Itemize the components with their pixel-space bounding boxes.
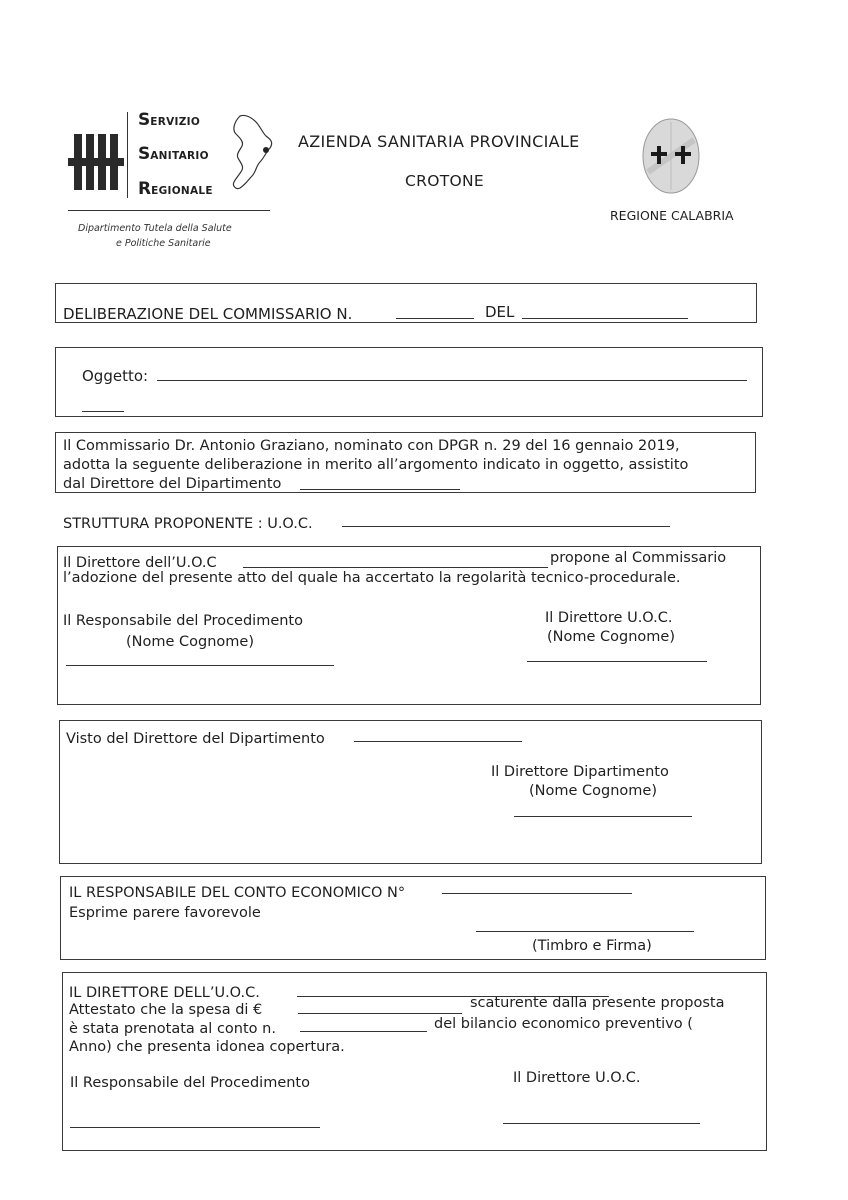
dept-visa-label: Visto del Direttore del Dipartimento [66,731,325,747]
uoc-right-signature-field[interactable] [527,661,707,662]
budget-left-signer-title: Il Responsabile del Procedimento [70,1075,310,1091]
agency-city: CROTONE [405,172,484,190]
uoc-right-signer-sub: (Nome Cognome) [547,629,675,645]
deliberation-label: DELIBERAZIONE DEL COMMISSARIO N. [63,305,353,323]
intro-line-1: Il Commissario Dr. Antonio Graziano, nominato con DPGR n. 29 del 16 gennaio 2019, [63,438,680,454]
uoc-proposal-line-1-end: propone al Commissario [550,550,727,566]
deliberation-number-field[interactable] [396,318,474,319]
economic-stamp-label: (Timbro e Firma) [532,938,652,954]
uoc-proposal-line-2: l’adozione del presente atto del quale ha accertato la regolarità tecnico-procedurale. [63,570,681,586]
economic-label: IL RESPONSABILE DEL CONTO ECONOMICO N° [69,885,406,901]
budget-title: IL DIRETTORE DELL’U.O.C. [69,985,260,1001]
calabria-map-icon [226,112,278,196]
economic-account-field[interactable] [442,893,632,894]
economic-opinion: Esprime parere favorevole [69,905,261,921]
region-name: REGIONE CALABRIA [610,208,734,223]
uoc-left-signature-field[interactable] [66,665,334,666]
department-line-1: Dipartimento Tutela della Salute [78,223,232,234]
structure-label: STRUTTURA PROPONENTE : U.O.C. [63,516,313,532]
regione-calabria-emblem-icon [638,116,704,196]
department-line-2: e Politiche Sanitarie [116,238,211,249]
ssr-line-sanitario: SANITARIO [138,144,209,164]
intro-line-2: adotta la seguente deliberazione in merito all’argomento indicato in oggetto, assistito [63,457,689,473]
deliberation-date-field[interactable] [522,318,688,319]
budget-line-2-end: del bilancio economico preventivo ( [434,1016,693,1032]
subject-box [55,347,763,417]
subject-field-line-1[interactable] [157,380,747,381]
uoc-director-field[interactable] [243,567,548,568]
structure-field[interactable] [342,526,670,527]
ssr-line-regionale: REGIONALE [138,179,213,199]
budget-amount-field[interactable] [298,1013,462,1014]
uoc-left-signer-sub: (Nome Cognome) [126,634,254,650]
uoc-proposal-line-1-start: Il Direttore dell’U.O.C [63,555,217,571]
uoc-left-signer-title: Il Responsabile del Procedimento [63,613,303,629]
intro-line-3: dal Direttore del Dipartimento [63,476,282,492]
department-director-field[interactable] [300,489,460,490]
uoc-right-signer-title: Il Direttore U.O.C. [545,610,673,626]
ssr-cross-logo-icon [68,132,124,192]
dept-visa-sign-title: Il Direttore Dipartimento [491,764,669,780]
agency-name: AZIENDA SANITARIA PROVINCIALE [298,132,580,151]
budget-right-signature-field[interactable] [503,1123,700,1124]
dept-visa-signature-field[interactable] [514,816,692,817]
dept-visa-sign-sub: (Nome Cognome) [529,783,657,799]
logo-underline [68,210,270,211]
subject-label: Oggetto: [82,367,149,385]
dept-visa-field[interactable] [354,741,522,742]
budget-line-1-start: Attestato che la spesa di € [69,1002,263,1018]
ssr-line-servizio: SERVIZIO [138,110,201,130]
budget-line-1-end: scaturente dalla presente proposta [470,995,725,1011]
budget-account-field[interactable] [300,1031,427,1032]
budget-line-2-start: è stata prenotata al conto n. [69,1021,276,1037]
deliberation-del-label: DEL [485,303,515,321]
logo-divider [127,112,128,198]
budget-line-3: Anno) che presenta idonea copertura. [69,1039,345,1055]
economic-signature-field[interactable] [476,931,694,932]
subject-field-line-2[interactable] [82,411,124,412]
budget-right-signer-title: Il Direttore U.O.C. [513,1070,641,1086]
budget-left-signature-field[interactable] [70,1127,320,1128]
